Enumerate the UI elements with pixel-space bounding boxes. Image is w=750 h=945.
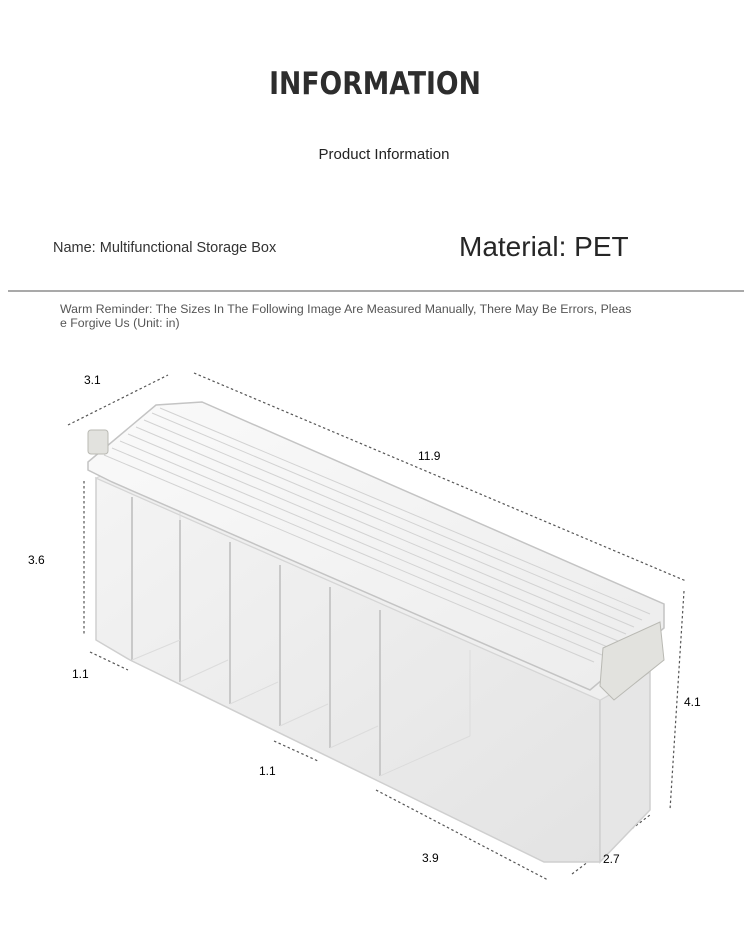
dim-compartment-large: 3.9 — [422, 851, 439, 865]
dim-compartment-small-left: 1.1 — [72, 667, 89, 681]
page-title: INFORMATION — [269, 66, 481, 102]
left-latch — [88, 430, 108, 454]
warm-reminder: Warm Reminder: The Sizes In The Following Image Are Measured Manually, There May Be Errors, Please Forgive Us (Unit: in) — [60, 302, 632, 330]
product-material: Material: PET — [459, 231, 629, 262]
dim-total-height: 4.1 — [684, 695, 701, 709]
dim-depth: 2.7 — [603, 852, 620, 866]
page-subtitle: Product Information — [318, 146, 450, 163]
dim-compartment-small-front: 1.1 — [259, 764, 276, 778]
dim-lid-depth: 3.1 — [84, 373, 101, 387]
dim-inner-height: 3.6 — [28, 553, 45, 567]
product-name: Name: Multifunctional Storage Box — [53, 240, 277, 256]
dim-length: 11.9 — [418, 449, 441, 463]
